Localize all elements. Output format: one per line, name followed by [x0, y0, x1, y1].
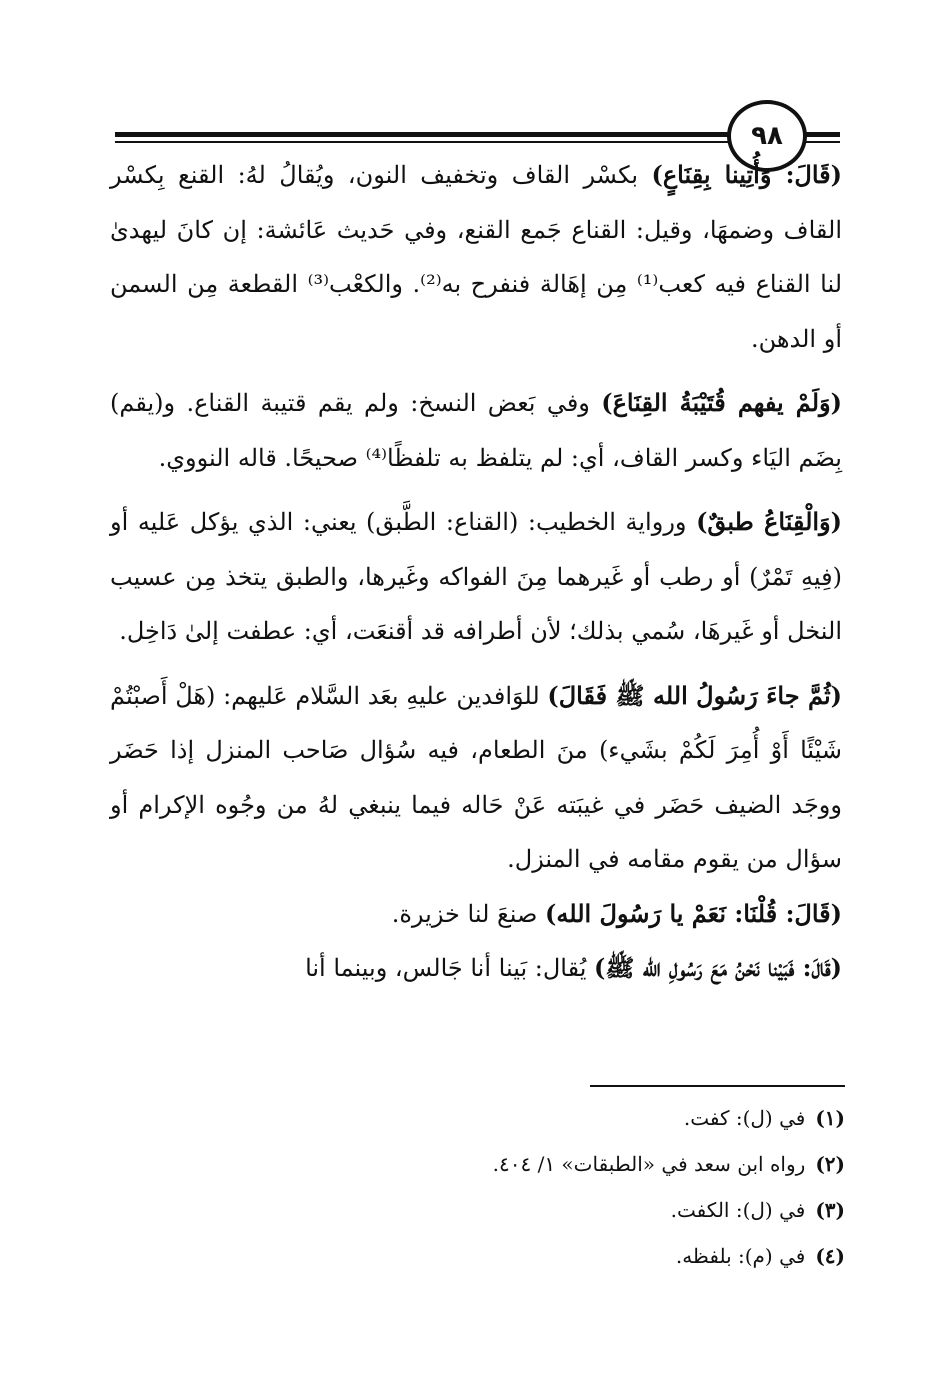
paragraph-1	[110, 148, 842, 366]
main-text	[110, 148, 842, 996]
paragraph-2-lead: (وَلَمْ يفهم قُتَيْبَةُ القِنَاعَ)	[601, 388, 842, 417]
paragraph-5-lead: (قَالَ: قُلْنَا: نَعَمْ يا رَسُولَ الله)	[545, 898, 842, 928]
footnote-2	[300, 1141, 845, 1187]
footnote-2-text: رواه ابن سعد في «الطبقات» ١/ ٤٠٤.	[492, 1152, 806, 1176]
paragraph-1-lead: (قَالَ: وَأُتِينا بِقِنَاعٍ)	[651, 160, 843, 189]
header-rule-left-thin	[115, 141, 730, 143]
paragraph-1-text: بكسْر القاف وتخفيف النون، ويُقالُ لهُ: القنع بِكسْر القاف وضمهَا، وقيل: القناع جَمع القنع، وفي حَديث عَائشة: إن كانَ ليهدىٰ لنا القناع فيه كعب⁽¹⁾ مِن إهَالة فنفرح به⁽²⁾. والكعْب⁽³⁾ القطعة مِن السمن أو الدهن.	[110, 161, 843, 353]
header-rule-right-thin	[803, 141, 840, 143]
page-number: ٩٨	[751, 121, 783, 151]
paragraph-6	[110, 941, 842, 996]
paragraph-4	[110, 669, 842, 887]
paragraph-4-lead: (ثُمَّ جاءَ رَسُولُ الله ﷺ فَقَالَ)	[547, 680, 843, 710]
footnote-3	[300, 1187, 845, 1233]
footnote-separator	[590, 1085, 845, 1087]
paragraph-5	[110, 887, 842, 942]
footnote-4-mark: (٤)	[815, 1244, 845, 1268]
paragraph-3-text: ورواية الخطيب: (القناع: الطَّبق) يعني: الذي يؤكل عَليه أو (فِيهِ تَمْرٌ) أو رطب أو غَيرهما مِنَ الفواكه وغَيرها، والطبق يتخذ مِن عسيب النخل أو غَيرهَا، سُمي بذلك؛ لأن أطرافه قد أقنعَت، أي: عطفت إلىٰ دَاخِل.	[110, 508, 842, 645]
footnotes	[300, 1095, 845, 1279]
paragraph-6-lead: (قَالَ: فَبَيْنا نَحْنُ مَعَ رَسُولِ الله ﷺ)	[594, 953, 842, 982]
footnote-1-mark: (١)	[815, 1106, 845, 1130]
paragraph-4-text: للوَافدين عليهِ بعَد السَّلام عَليهم: (هَلْ أَصبْتُمْ شَيْئًا أَوْ أُمِرَ لَكُمْ بشَيء) منَ الطعام، فيه سُؤال صَاحب المنزل إذا حَضَر ووجَد الضيف حَضَر في غيبَته عَنْ حَاله فيما ينبغي لهُ من وجُوه الإكرام أو سؤال من يقوم مقامه في المنزل.	[110, 681, 842, 873]
paragraph-6-text: يُقال: بَينا أنا جَالس، وبينما أنا	[305, 954, 595, 982]
header-rule-left	[115, 132, 730, 137]
footnote-3-mark: (٣)	[815, 1198, 845, 1222]
paragraph-2-text: وفي بَعض النسخ: ولم يقم قتيبة القناع. و(يقم) بِضَم اليَاء وكسر القاف، أي: لم يتلفظ به تلفظًا⁽⁴⁾ صحيحًا. قاله النووي.	[110, 389, 842, 472]
paragraph-3	[110, 495, 842, 659]
paragraph-2	[110, 376, 842, 485]
paragraph-3-lead: (وَالْقِنَاعُ طبقٌ)	[696, 507, 843, 536]
header-rule-right	[803, 132, 840, 137]
footnote-1	[300, 1095, 845, 1141]
footnote-3-text: في (ل): الكفت.	[670, 1198, 806, 1222]
paragraph-5-text: صنعَ لنا خزيرة.	[391, 899, 546, 928]
footnote-2-mark: (٢)	[815, 1152, 845, 1176]
footnote-4	[300, 1233, 845, 1279]
footnote-4-text: في (م): بلفظه.	[675, 1244, 806, 1268]
footnote-1-text: في (ل): كفت.	[683, 1106, 806, 1130]
